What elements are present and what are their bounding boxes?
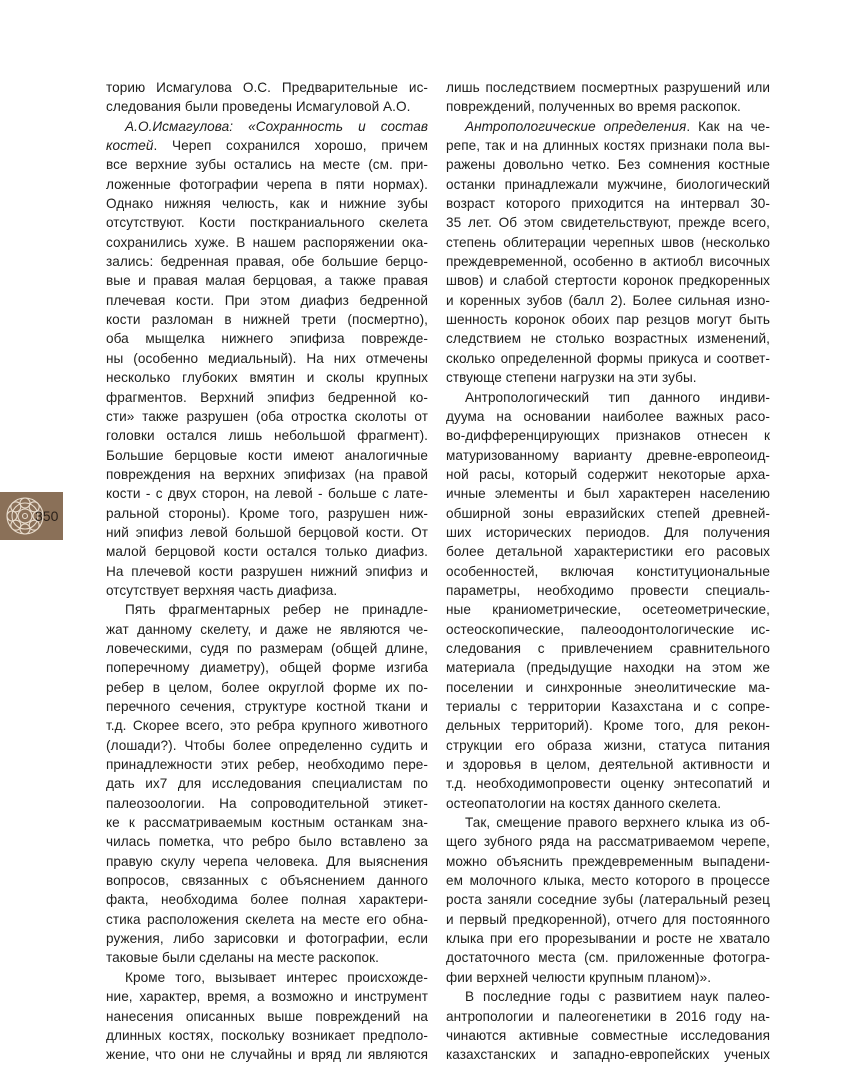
text-line: дельных территорий). Кроме того, для рекон- [446,718,770,734]
text-line [106,136,428,155]
page-number-tab [0,492,63,540]
text-line: клыка при его прорезывании и росте не хватало [446,931,770,947]
text-line: ной расы, который содержит некоторые арха- [446,466,770,482]
italic-text-run: костей [106,138,154,154]
text-line: стика расположения скелета на месте его обна- [106,911,428,927]
left-text-column [106,78,428,1065]
text-line: можно объяснить преждевременным выпадени- [446,853,770,869]
text-line: отсутствует верхняя часть диафиза. [106,582,338,598]
text-line: вопросов, связанных с объяснением данного [106,873,428,889]
text-line: таковые были сделаны на месте раскопок. [106,950,379,966]
italic-text-run: Антропологические определения [465,118,687,134]
text-run: . Как на че- [686,118,770,134]
text-line: оба мыщелка нижнего эпифиза поврежде- [106,331,428,347]
text-line: ний эпифиз левой большой берцовой кости. От [106,524,428,540]
text-line: кости разломан в нижней трети (посмертно), [106,312,428,328]
text-line: ем молочного клыка, место которого в процессе [446,873,770,889]
text-line: повреждения на верхних эпифизах (на правой [106,466,428,482]
text-line: факта, необходима более полная характери- [106,892,428,908]
text-line: вые и правая малая берцовая, а также правая [106,273,428,289]
text-line: сохранились хуже. В нашем распоряжении ока- [106,234,428,250]
text-line: во-дифференцирующих признаков отнесен к [446,428,770,444]
text-line: дуума на основании наиболее важных расо- [446,408,770,424]
text-line [446,117,770,136]
text-line: кости - с двух сторон, на левой - больше с латe- [106,486,428,502]
text-line: Так, смещение правого верхнего клыка из об- [465,815,770,831]
text-line: т.д. Скорее всего, это ребра крупного животного [106,718,428,734]
text-line: параметры, необходимо провести специаль- [446,582,770,598]
text-line: жат данному скелету, и даже не являются че- [106,621,428,637]
text-line: поперечному диаметру), общей форме изгиба [106,660,428,676]
text-line: следствием не столько возрастных изменений, [446,331,770,347]
text-line: обширной зоны евразийских степей древней- [446,505,770,521]
text-line: фии верхней челюсти крупным планом)». [446,969,712,985]
text-line: швов) и слабой стертости коронок предкоренных [446,273,770,289]
text-line: малой берцовой кости остался только диафиз. [106,544,428,560]
text-line: ные краниометрические, осетеометрические, [446,602,770,618]
text-line: сти» также разрушен (оба отростка сколоты от [106,408,428,424]
text-line: перечного сечения, структуре костной ткани и [106,699,428,714]
text-line: антропологии и палеогенетики в 2016 году на- [446,1008,770,1024]
text-line: 35 лет. Об этом свидетельствуют, прежде всего, [446,215,770,231]
text-line: останки принадлежали мужчине, биологический [446,176,770,192]
text-line: все верхние зубы остались на месте (см. при- [106,157,428,173]
text-line: ребер в целом, более округлой форме их по- [106,679,428,695]
text-line: ших исторических периодов. Для получения [446,524,770,540]
text-line: повреждений, полученных во время раскопок. [446,99,741,115]
text-line: преждевременной, особенно в актиобл височных [446,254,770,270]
right-text-column [446,78,770,1065]
text-line: несколько глубоких вмятин и сколы крупных [106,370,428,386]
text-line: следования с привлечением сравнительного [446,640,770,656]
text-line: правую скулу черепа человека. Для выяснения [106,853,428,869]
text-run: . Череп сохранился хорошо, причем [153,138,428,154]
text-line: ловеческими, судя по размерам (общей длине, [106,640,428,656]
text-line: поселении и синхронные энеолитические ма- [446,679,770,695]
text-line [106,117,428,136]
text-line: отсутствуют. Кости посткраниального скелета [106,215,428,231]
text-line: Однако нижняя челюсть, как и нижние зубы [106,196,428,212]
text-line: ральной стороны). Кроме того, разрушен ниж- [106,505,428,521]
text-line: остеоскопические, палеоодонтологические ис- [446,621,770,637]
text-line: Пять фрагментарных ребер не принадле- [125,602,428,618]
text-line: ке к рассматриваемым костным останкам зна- [106,815,428,831]
text-line: длинных костях, поскольку возникает предполо- [106,1027,428,1043]
text-line: (лошади?). Чтобы более определенно судить и [106,737,428,753]
text-line: зались: бедренная правая, обе большие берцо- [106,254,428,270]
text-line: жение, что они не случайны и вряд ли являются [106,1047,428,1063]
text-line: возраст которого приходится на интервал 30- [446,196,770,212]
text-line: шенность коронок обоих пар резцов могут быть [446,312,770,328]
text-line: сколько определенной формы прикуса и соответ- [446,350,770,366]
text-line: На плечевой кости разрушен нижний эпифиз и [106,563,428,579]
text-line: материала (предыдущие находки на этом же [446,660,770,676]
text-line: остеопатологии на костях данного скелета. [446,795,722,811]
text-line: В последние годы с развитием наук палео- [465,989,770,1005]
text-line: казахстанских и западно-европейских ученых [446,1047,770,1063]
text-line: головки остался лишь небольшой фрагмент). [106,428,428,444]
text-line: струкции его образа жизни, статуса питания [446,737,770,753]
text-line: матуризованному варианту древне-европеоид- [446,447,770,463]
text-line: плечевая кости. При этом диафиз бедренной [106,292,428,308]
text-line: териалы с территории Казахстана и с сопре- [446,699,770,714]
text-line: ние, характер, время, а возможно и инструмент [106,989,428,1005]
text-line: щего зубного ряда на рассматриваемом черепе, [446,834,770,850]
text-line: следования были проведены Исмагуловой А.О. [106,99,411,115]
text-line: и здоровья в целом, деятельной активности и [446,757,770,773]
page-number: 350 [35,508,59,524]
text-line: т.д. необходимопровести оценку энтесопатий и [446,776,770,792]
text-line: достаточного места (см. приложенные фотогра- [446,950,770,966]
text-line: особенностей, включая конституциональные [446,563,770,579]
text-line: палеозоологии. На сопроводительной этикет- [106,795,428,811]
text-line: чинаются активные совместные исследования [446,1027,770,1043]
text-line: лишь последствием посмертных разрушений или [446,80,770,95]
text-line: ны (особенно медиальный). На них отмечены [106,350,428,366]
text-line: дать их7 для исследования специалистам по [106,776,428,792]
text-line: репе, так и на длинных костях признаки пола вы- [446,138,770,154]
text-line: Кроме того, вызывает интерес происхожде- [125,969,428,985]
text-line: и первый предкоренной), отчего для постоянного [446,911,770,927]
text-line: ствующе степени нагрузки на эти зубы. [446,370,697,386]
text-line: и коренных зубов (балл 2). Более сильная изно- [446,292,770,308]
text-line: степень облитерации черепных швов (несколько [446,234,770,250]
italic-text-run: А.О.Исмагулова: «Сохранность и состав [125,118,428,134]
text-line: ложенные фотографии черепа в пяти нормах). [106,176,428,192]
text-line: Большие берцовые кости имеют аналогичные [106,447,428,463]
text-line: роста заняли соседние зубы (латеральный резец [446,892,770,908]
text-line: нанесения описанных выше повреждений на [106,1008,428,1024]
text-line: ражены довольно четко. Без сомнения костные [446,157,770,173]
text-line: фрагментов. Верхний эпифиз бедренной ко- [106,389,428,405]
text-line: Антропологический тип данного индиви- [465,389,770,405]
text-line: более детальной характеристики его расовых [446,544,770,560]
text-line: торию Исмагулова О.С. Предварительные ис- [106,80,428,95]
text-line: ичные элементы и был характерен населению [446,486,770,502]
text-line: принадлежности этих ребер, необходимо пере- [106,757,428,773]
text-line: чилась пометка, что ребро было вставлено за [106,834,428,850]
text-line: ружения, либо зарисовки и фотографии, если [106,931,428,947]
